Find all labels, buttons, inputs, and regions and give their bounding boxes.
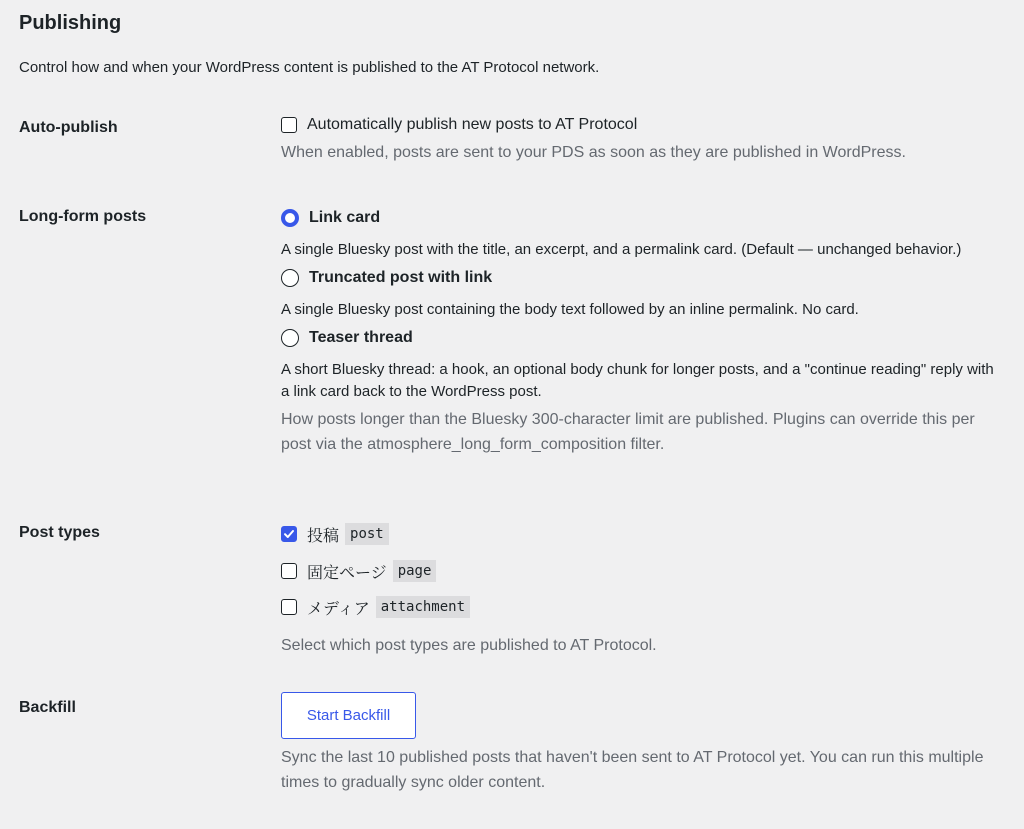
- post-type-page-label: 固定ページ: [307, 564, 387, 582]
- post-type-attachment-checkbox[interactable]: [281, 599, 297, 615]
- truncated-radio[interactable]: [281, 269, 299, 287]
- backfill-help: Sync the last 10 published posts that haven't been sent to AT Protocol yet. You can run this multiple times to gradually sync older content.: [281, 749, 984, 791]
- post-type-item-attachment[interactable]: [281, 593, 1001, 621]
- post-type-post-slug: post: [345, 523, 389, 545]
- truncated-description: A single Bluesky post containing the body text followed by an inline permalink. No card.: [281, 301, 859, 318]
- long-form-option-teaser[interactable]: [281, 325, 1001, 351]
- long-form-option-link-card[interactable]: [281, 205, 1001, 231]
- backfill-label: Backfill: [19, 699, 76, 716]
- long-form-label: Long-form posts: [19, 208, 147, 225]
- link-card-label: Link card: [309, 209, 381, 226]
- post-type-post-checkbox[interactable]: [281, 526, 297, 542]
- auto-publish-help: When enabled, posts are sent to your PDS as soon as they are published in WordPress.: [281, 144, 906, 161]
- post-type-page-checkbox[interactable]: [281, 563, 297, 579]
- auto-publish-option[interactable]: [281, 112, 1001, 138]
- link-card-description: A single Bluesky post with the title, an excerpt, and a permalink card. (Default — unchanged behavior.): [281, 241, 962, 258]
- long-form-help: How posts longer than the Bluesky 300-character limit are published. Plugins can override this per post via the atmosphere_long_form_composition filter.: [281, 411, 975, 453]
- section-title: Publishing: [19, 12, 122, 34]
- post-type-attachment-slug: attachment: [376, 596, 470, 618]
- post-types-field: [281, 520, 1001, 658]
- teaser-radio[interactable]: [281, 329, 299, 347]
- auto-publish-label: Auto-publish: [19, 119, 118, 136]
- post-types-help: Select which post types are published to AT Protocol.: [281, 637, 657, 654]
- post-type-page-slug: page: [393, 560, 437, 582]
- long-form-field: [281, 205, 1001, 457]
- checkmark-icon: [283, 528, 295, 540]
- auto-publish-checkbox-label: Automatically publish new posts to AT Protocol: [307, 116, 638, 133]
- long-form-option-truncated[interactable]: [281, 265, 1001, 291]
- post-types-label: Post types: [19, 524, 100, 541]
- post-type-post-label: 投稿: [307, 527, 340, 545]
- post-type-item-post[interactable]: [281, 520, 1001, 548]
- auto-publish-checkbox[interactable]: [281, 117, 297, 133]
- truncated-label: Truncated post with link: [309, 269, 493, 286]
- teaser-description: A short Bluesky thread: a hook, an optional body chunk for longer posts, and a "continue reading" reply with a link card back to the WordPress post.: [281, 361, 994, 400]
- backfill-field: [281, 692, 1001, 795]
- teaser-label: Teaser thread: [309, 329, 413, 346]
- auto-publish-field: [281, 112, 1001, 165]
- post-type-attachment-label: メディア: [307, 600, 370, 618]
- link-card-radio[interactable]: [281, 209, 299, 227]
- section-intro: Control how and when your WordPress content is published to the AT Protocol network.: [19, 59, 600, 76]
- post-type-item-page[interactable]: [281, 557, 1001, 585]
- start-backfill-button[interactable]: Start Backfill: [281, 692, 416, 739]
